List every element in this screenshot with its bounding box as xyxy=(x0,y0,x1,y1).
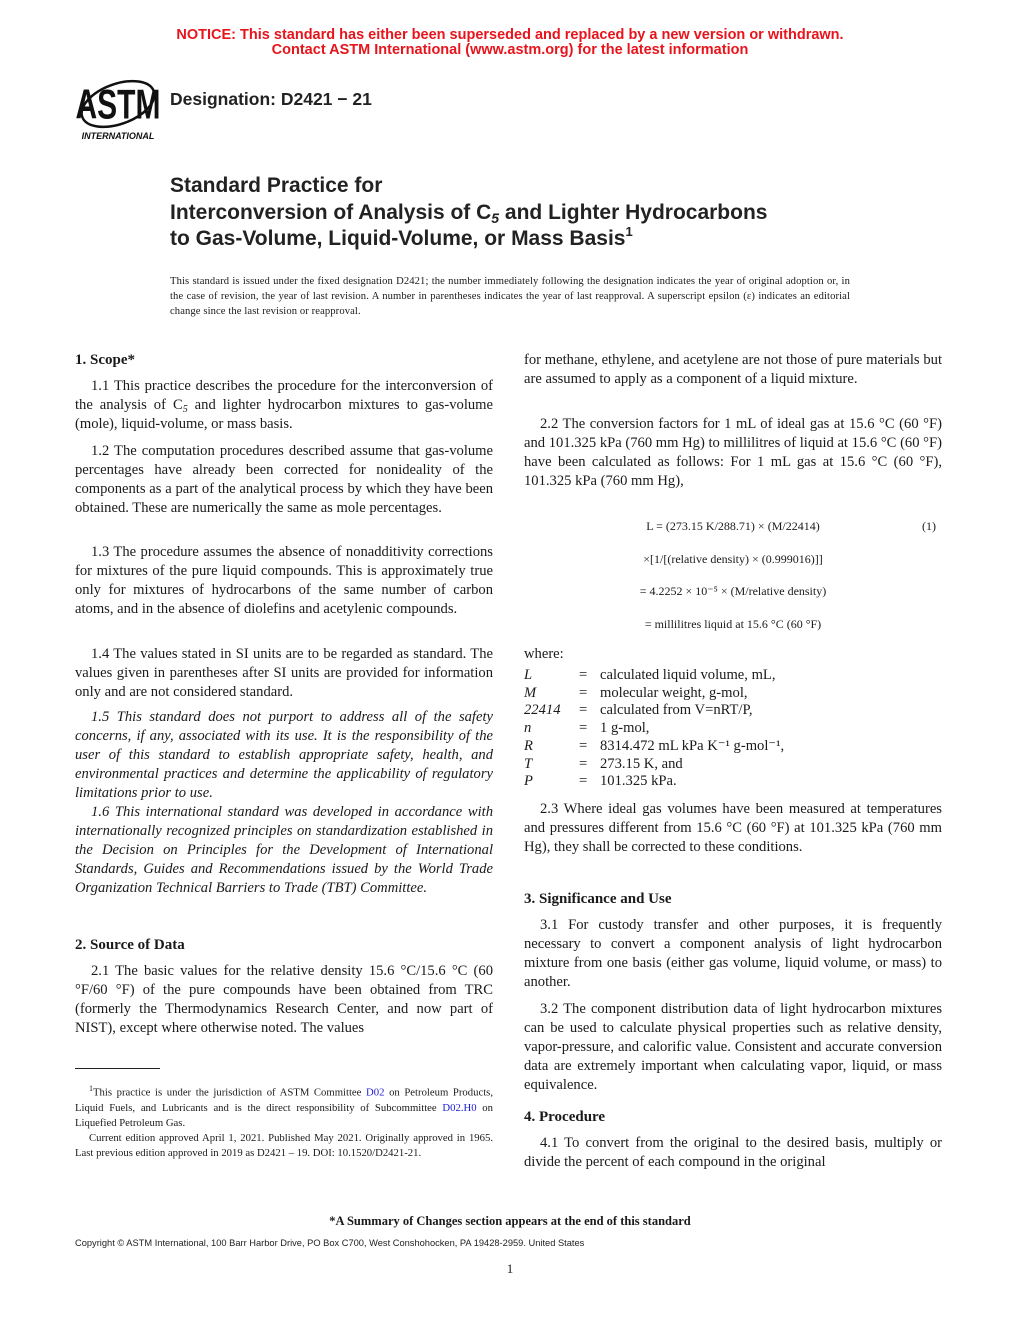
footnote-mark: 1 xyxy=(89,1084,93,1093)
definition-symbol: L xyxy=(524,667,533,683)
footnote-divider xyxy=(75,1068,160,1069)
committee-link[interactable]: D02 xyxy=(366,1086,385,1099)
definition-row xyxy=(524,738,784,756)
page-number: 1 xyxy=(506,1261,514,1276)
definition-text: calculated from V=nRT/P, xyxy=(600,702,753,719)
equation-line-3: = 4.2252 × 10⁻⁵ × (M/relative density) xyxy=(639,584,827,598)
copyright: Copyright © ASTM International, 100 Barr Harbor Drive, PO Box C700, West Conshohocken, PA 19428-2959. United States xyxy=(75,1238,585,1248)
equals-sign: = xyxy=(579,720,588,737)
source-heading xyxy=(75,936,493,955)
title-line-1: Standard Practice for xyxy=(170,174,383,197)
equals-sign: = xyxy=(579,667,588,683)
title-text: to Gas-Volume, Liquid-Volume, or Mass Basis xyxy=(170,227,626,250)
footnote-edition: Current edition approved April 1, 2021. Published May 2021. Originally approved in 1965. Last previous edition approved in 2019 as D2421 – 19. DOI: 10.1520/D2421-21. xyxy=(75,1131,493,1159)
equals-sign: = xyxy=(579,684,588,701)
equation-number: (1) xyxy=(922,519,936,533)
definition-text: 8314.472 mL kPa K⁻¹ g-mol⁻¹, xyxy=(600,737,785,754)
notice-line-2: Contact ASTM International (www.astm.org) for the latest information xyxy=(271,42,749,58)
paragraph-1-1 xyxy=(75,377,493,434)
astm-logo xyxy=(76,68,160,142)
text: on Liquefied Petroleum Gas. xyxy=(75,1101,493,1129)
definition-text: 273.15 K, and xyxy=(600,755,683,772)
title-line-2 xyxy=(170,200,767,227)
definition-symbol: n xyxy=(524,720,532,737)
definition-row xyxy=(524,720,784,738)
equation-line-2: ×[1/[(relative density) × (0.999016)]] xyxy=(643,552,823,566)
equals-sign: = xyxy=(579,702,588,719)
definition-row xyxy=(524,702,784,720)
variable-definitions xyxy=(524,667,784,791)
text: on Petroleum Products, Liquid Fuels, and Lubricants and is the direct responsibility of Subcommittee xyxy=(75,1086,493,1114)
issuance-note: This standard is issued under the fixed designation D2421; the number immediately following the designation indicates the year of original adoption or, in the case of revision, the year of last revision. A number in parentheses indicates the year of last reapproval. A superscript epsilon (ε) indicates an editorial change since the last revision or reapproval. xyxy=(170,276,850,317)
significance-heading xyxy=(524,890,942,909)
svg-text:ASTM: ASTM xyxy=(76,80,160,128)
title-text: Interconversion of Analysis of C xyxy=(170,200,492,224)
definition-symbol: P xyxy=(524,773,533,790)
where-label: where: xyxy=(524,646,564,662)
heading-text: 1. Scope* xyxy=(75,352,135,368)
subscript: 5 xyxy=(491,209,500,226)
procedure-heading xyxy=(524,1108,942,1127)
definition-row xyxy=(524,685,784,703)
paragraph-3-2: 3.2 The component distribution data of light hydrocarbon mixtures can be used to calculate physical properties such as relative density, vapor-pressure, and calorific value. Consistent and accurate conversion data are extremely important when calculating vapor, liquid, or mass equivalence. xyxy=(524,1001,942,1093)
title-text: and Lighter Hydrocarbons xyxy=(499,200,768,224)
paragraph-1-5: 1.5 This standard does not purport to address all of the safety concerns, if any, associated with its use. It is the responsibility of the user of this standard to establish appropriate safety, health, and environmental practices and determine the applicability of regulatory limitations prior to use. xyxy=(75,709,493,801)
text: This practice is under the jurisdiction of ASTM Committee xyxy=(93,1086,367,1099)
heading-text: 2. Source of Data xyxy=(75,937,185,953)
definition-symbol: T xyxy=(524,755,533,772)
heading-text: 4. Procedure xyxy=(524,1109,606,1125)
paragraph-1-3: 1.3 The procedure assumes the absence of nonadditivity corrections for mixtures of the pure liquid compounds. This is approximately true only for mixtures of hydrocarbons of the same number of carbon atoms, and in the absence of diolefins and acetylenic compounds. xyxy=(75,544,493,617)
summary-of-changes-note: *A Summary of Changes section appears at the end of this standard xyxy=(329,1214,691,1228)
designation: Designation: D2421 − 21 xyxy=(170,89,372,109)
paragraph-2-2: 2.2 The conversion factors for 1 mL of ideal gas at 15.6 °C (60 °F) and 101.325 kPa (760 mm Hg) to millilitres of liquid at 15.6 °C (60 °F) have been calculated as follows: For 1 mL gas at 15.6 °C (60 °F), 101.325 kPa (760 mm Hg), xyxy=(524,416,942,489)
scope-heading xyxy=(75,351,493,370)
title-line-3 xyxy=(170,226,767,253)
definition-text: 101.325 kPa. xyxy=(600,773,677,790)
svg-text:INTERNATIONAL: INTERNATIONAL xyxy=(81,131,155,141)
paragraph-2-1-continued: for methane, ethylene, and acetylene are not those of pure materials but are assumed to apply as a component of a liquid mixture. xyxy=(524,352,942,387)
definition-row xyxy=(524,773,784,791)
paragraph-1-4: 1.4 The values stated in SI units are to be regarded as standard. The values given in parentheses after SI units are provided for information only and are not considered standard. xyxy=(75,646,493,700)
equals-sign: = xyxy=(579,755,588,772)
document-title xyxy=(170,173,767,253)
equation-line-1: L = (273.15 K/288.71) × (M/22414) xyxy=(646,519,820,533)
equation-line-4: = millilitres liquid at 15.6 °C (60 °F) xyxy=(644,617,822,631)
paragraph-4-1: 4.1 To convert from the original to the desired basis, multiply or divide the percent of each compound in the original xyxy=(524,1135,942,1170)
definition-text: molecular weight, g-mol, xyxy=(600,684,748,701)
definition-text: calculated liquid volume, mL, xyxy=(600,667,776,683)
paragraph-1-6: 1.6 This international standard was developed in accordance with internationally recognized principles on standardization established in the Decision on Principles for the Development of International Standards, Guides and Recommendations issued by the World Trade Organization Technical Barriers to Trade (TBT) Committee. xyxy=(75,804,493,896)
paragraph-2-3: 2.3 Where ideal gas volumes have been measured at temperatures and pressures different from 15.6 °C (60 °F) at 101.325 kPa (760 mm Hg), they shall be corrected to these conditions. xyxy=(524,801,942,855)
equals-sign: = xyxy=(579,737,588,754)
definition-symbol: M xyxy=(524,684,537,701)
definition-symbol: R xyxy=(524,737,533,754)
equals-sign: = xyxy=(579,773,588,790)
text: and lighter hydrocarbon mixtures to gas-volume (mole), liquid-volume, or mass basis. xyxy=(75,397,493,432)
definition-symbol: 22414 xyxy=(524,702,561,719)
heading-text: 3. Significance and Use xyxy=(524,891,672,907)
definition-row xyxy=(524,756,784,774)
subscript: 5 xyxy=(182,404,188,415)
definition-row xyxy=(524,667,784,685)
paragraph-1-2: 1.2 The computation procedures described assume that gas-volume percentages have already been corrected for nonideality of the components as a part of the analytical process by which they have been obtained. These are numerically the same as mole percentages. xyxy=(75,443,493,516)
text: 1.1 This practice describes the procedure for the interconversion of the analysis of C xyxy=(75,378,493,413)
footnote-ref: 1 xyxy=(625,224,633,239)
definition-text: 1 g-mol, xyxy=(600,720,650,737)
paragraph-3-1: 3.1 For custody transfer and other purposes, it is frequently necessary to convert a component analysis of light hydrocarbon mixture from one basis (either gas volume, liquid volume, or mass) to another. xyxy=(524,917,942,990)
notice-line-1: NOTICE: This standard has either been superseded and replaced by a new version or withdrawn. xyxy=(176,27,844,43)
footnote-1 xyxy=(75,1081,493,1161)
paragraph-2-1: 2.1 The basic values for the relative density 15.6 °C/15.6 °C (60 °F/60 °F) of the pure compounds have been obtained from TRC (formerly the Thermodynamics Research Center, and now part of NIST), except where otherwise noted. The values xyxy=(75,963,493,1036)
subcommittee-link[interactable]: D02.H0 xyxy=(442,1101,477,1114)
